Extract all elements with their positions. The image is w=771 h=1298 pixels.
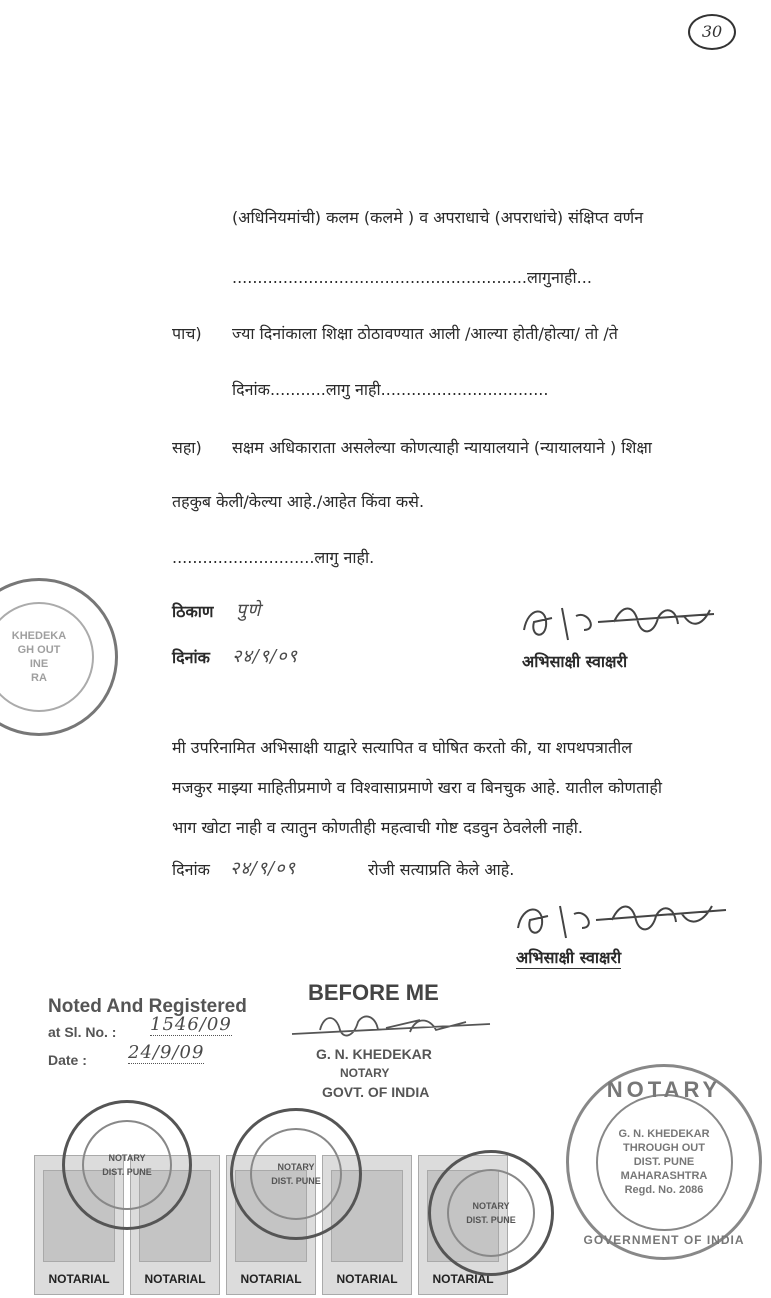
page-number: 30 xyxy=(688,14,736,50)
verification-line-2: मजकुर माझ्या माहितीप्रमाणे व विश्वासाप्रमाणे खरा व बिनचुक आहे. यातील कोणताही xyxy=(172,778,662,797)
not-applicable-line-2: ............................लागु नाही. xyxy=(172,548,375,567)
notary-seal-line-1: G. N. KHEDEKAR xyxy=(618,1128,710,1140)
registered-date-value: 24/9/09 xyxy=(128,1042,205,1063)
notary-seal-line-4: MAHARASHTRA xyxy=(620,1170,708,1182)
item-5-number: पाच) xyxy=(172,324,202,343)
item-6-text: सक्षम अधिकाराता असलेल्या कोणत्याही न्यायालयाने (न्यायालयाने ) शिक्षा xyxy=(232,438,652,457)
not-applicable-line-1: ..........................................................लागुनाही... xyxy=(232,268,592,287)
notary-seal-top: NOTARY xyxy=(606,1077,722,1102)
notary-seal-stamp-3: NOTARY DIST. PUNE xyxy=(428,1150,554,1276)
notary-seal-stamp-1: NOTARY DIST. PUNE xyxy=(62,1100,192,1230)
notary-seal-line-3: DIST. PUNE xyxy=(633,1156,695,1168)
notary-role: NOTARY xyxy=(340,1066,390,1080)
section-description: (अधिनियमांची) कलम (कलमे ) व अपराधाचे (अपराधांचे) संक्षिप्त वर्णन xyxy=(232,208,644,227)
deponent-signature-1 xyxy=(518,600,718,648)
notary-signature xyxy=(290,1010,500,1044)
deponent-signature-label-1: अभिसाक्षी स्वाक्षरी xyxy=(522,652,628,671)
verification-date-label: दिनांक xyxy=(172,860,210,879)
verification-date-suffix: रोजी सत्याप्रति केले आहे. xyxy=(368,860,515,879)
notary-govt: GOVT. OF INDIA xyxy=(322,1084,430,1100)
verification-line-1: मी उपरिनामित अभिसाक्षी याद्वारे सत्यापित व घोषित करतो की, या शपथपत्रातील xyxy=(172,738,633,757)
verification-line-3: भाग खोटा नाही व त्यातुन कोणतीही महत्वाची गोष्ट दडवुन ठेवलेली नाही. xyxy=(172,818,583,837)
notary-seal-left-partial: KHEDEKA GH OUT INE RA xyxy=(0,578,118,736)
notary-seal-line-2: THROUGH OUT xyxy=(623,1142,705,1154)
item-5-date: दिनांक...........लागु नाही................................. xyxy=(232,380,549,399)
registered-sl-label: at Sl. No. : xyxy=(48,1024,117,1040)
notary-seal-right xyxy=(566,1064,762,1260)
place-value: पुणे xyxy=(236,600,262,621)
verification-date-value: २४/९/०९ xyxy=(230,858,296,879)
item-6-number: सहा) xyxy=(172,438,202,457)
notary-seal-line-5: Regd. No. 2086 xyxy=(624,1184,704,1196)
notarial-stamp-label-4: NOTARIAL xyxy=(336,1272,398,1286)
registered-date-label: Date : xyxy=(48,1052,87,1068)
place-label: ठिकाण xyxy=(172,602,214,621)
item-5-text: ज्या दिनांकाला शिक्षा ठोठावण्यात आली /आल्या होती/होत्या/ तो /ते xyxy=(232,324,618,343)
registered-stamp-title: Noted And Registered xyxy=(48,996,247,1017)
before-me-title: BEFORE ME xyxy=(308,980,439,1005)
notarial-stamp-label-3: NOTARIAL xyxy=(240,1272,302,1286)
notarial-stamp-label-1: NOTARIAL xyxy=(48,1272,110,1286)
deponent-signature-2 xyxy=(512,896,732,946)
notary-seal-stamp-2: NOTARY DIST. PUNE xyxy=(230,1108,362,1240)
date-label: दिनांक xyxy=(172,648,210,667)
item-6-text-2: तहकुब केली/केल्या आहे./आहेत किंवा कसे. xyxy=(172,492,425,511)
notarial-stamp-label-2: NOTARIAL xyxy=(144,1272,206,1286)
notarial-stamp-label-5: NOTARIAL xyxy=(432,1272,494,1286)
registered-sl-value: 1546/09 xyxy=(150,1014,232,1035)
date-value: २४/९/०९ xyxy=(232,646,298,667)
notary-name: G. N. KHEDEKAR xyxy=(316,1046,432,1062)
deponent-signature-label-2: अभिसाक्षी स्वाक्षरी xyxy=(516,948,622,967)
notary-seal-bottom: GOVERNMENT OF INDIA xyxy=(583,1233,745,1247)
